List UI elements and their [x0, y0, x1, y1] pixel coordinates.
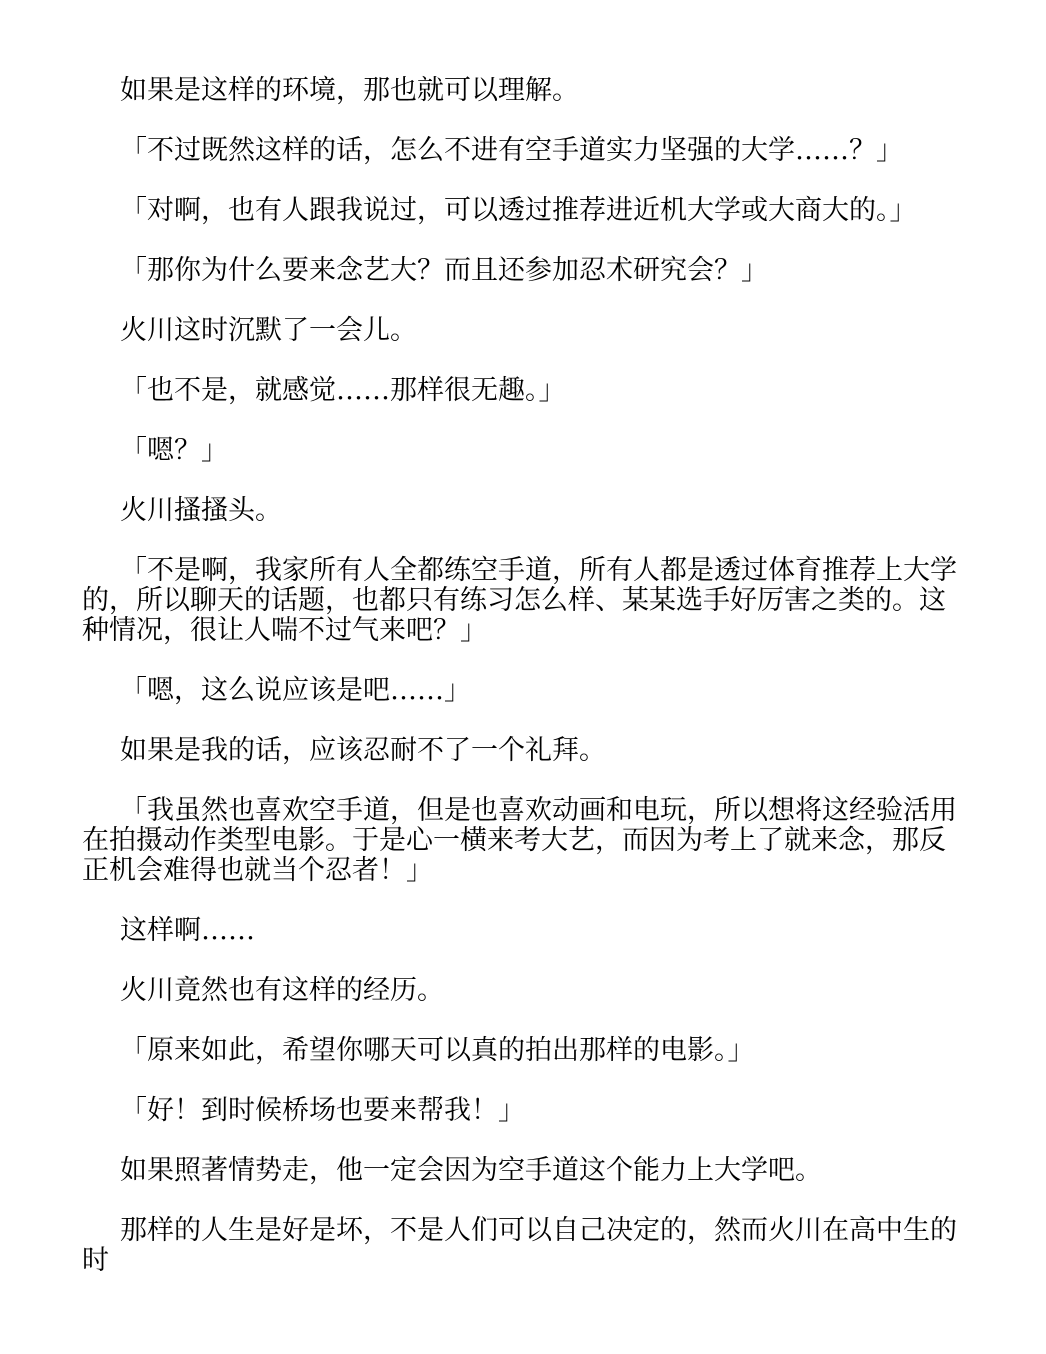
- paragraph: 如果是我的话，应该忍耐不了一个礼拜。: [120, 735, 606, 766]
- paragraph: 这样啊……: [120, 915, 255, 946]
- paragraph: 火川搔搔头。: [120, 495, 282, 526]
- paragraph: 「嗯？」: [120, 435, 228, 466]
- paragraph: 「不是啊，我家所有人全都练空手道，所有人都是透过体育推荐上大学的，所以聊天的话题，也都只有练习怎么样、某某选手好厉害之类的。这种情况，很让人喘不过气来吧？」: [82, 555, 957, 646]
- paragraph: 「也不是，就感觉……那样很无趣。」: [120, 375, 566, 406]
- paragraph: 那样的人生是好是坏，不是人们可以自己决定的，然而火川在高中生的时: [82, 1215, 957, 1276]
- paragraph: 「对啊，也有人跟我说过，可以透过推荐进近机大学或大商大的。」: [120, 195, 917, 226]
- paragraph: 「嗯，这么说应该是吧……」: [120, 675, 471, 706]
- paragraph: 「不过既然这样的话，怎么不进有空手道实力坚强的大学……？」: [120, 135, 903, 166]
- paragraph: 如果是这样的环境，那也就可以理解。: [120, 75, 579, 106]
- paragraph: 「原来如此，希望你哪天可以真的拍出那样的电影。」: [120, 1035, 755, 1066]
- paragraph: 「好！到时候桥场也要来帮我！」: [120, 1095, 525, 1126]
- paragraph: 如果照著情势走，他一定会因为空手道这个能力上大学吧。: [120, 1155, 822, 1186]
- paragraph: 「那你为什么要来念艺大？而且还参加忍术研究会？」: [120, 255, 768, 286]
- document-page: [82, 76, 972, 1306]
- paragraph: 火川这时沉默了一会儿。: [120, 315, 417, 346]
- paragraph: 「我虽然也喜欢空手道，但是也喜欢动画和电玩，所以想将这经验活用在拍摄动作类型电影。于是心一横来考大艺，而因为考上了就来念，那反正机会难得也就当个忍者！」: [82, 795, 957, 886]
- paragraph: 火川竟然也有这样的经历。: [120, 975, 444, 1006]
